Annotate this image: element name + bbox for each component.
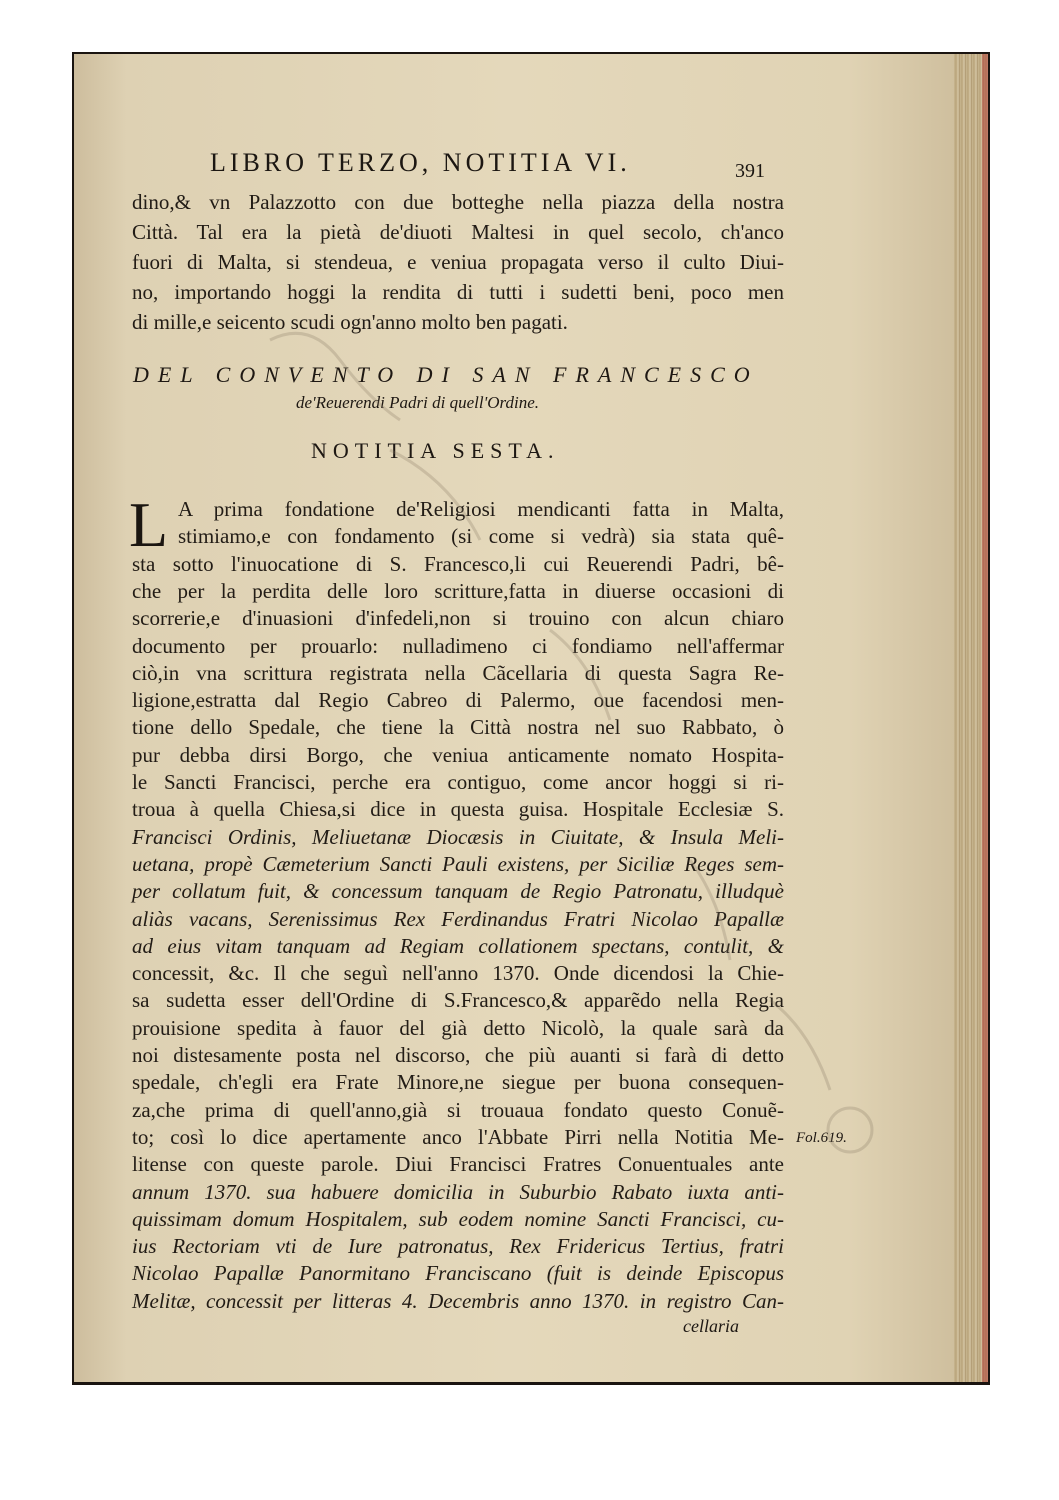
text-line: documento per prouarlo: nulladimeno ci fondiamo nell'affermar: [132, 633, 784, 658]
text-line: le Sancti Francisci, perche era contiguo, come ancor hoggi si ri-: [132, 770, 784, 794]
text-line: Nicolao Papallæ Panormitano Franciscano (fuit is deinde Episcopus: [132, 1261, 784, 1286]
text-line: sta sotto l'inuocatione di S. Francesco,li cui Reuerendi Padri, bê-: [132, 551, 784, 576]
text-line: za,che prima di quell'anno,già si trouaua fondato questo Conuẽ-: [132, 1097, 784, 1122]
text-line: ciò,in vna scrittura registrata nella Cãcellaria di questa Sagra Re-: [132, 660, 784, 685]
text-line: di mille,e seicento scudi ogn'anno molto ben pagati.: [132, 310, 568, 334]
text-line: fuori di Malta, si stendeua, e veniua propagata verso il culto Diui-: [132, 250, 784, 274]
drop-cap: L: [129, 489, 169, 560]
text-line: prouisione spedita à fauor del già detto Nicolò, la quale sarà da: [132, 1015, 784, 1040]
page-number: 391: [735, 160, 765, 182]
text-line: aliàs vacans, Serenissimus Rex Ferdinandus Fratri Nicolao Papallæ: [132, 906, 784, 931]
chapter-subheading: de'Reuerendi Padri di quell'Ordine.: [296, 393, 540, 412]
running-head: LIBRO TERZO, NOTITIA VI.: [210, 148, 631, 177]
chapter-heading: DEL CONVENTO DI SAN FRANCESCO: [133, 362, 759, 387]
text-line: annum 1370. sua habuere domicilia in Suburbio Rabato iuxta anti-: [132, 1179, 784, 1204]
text-line: quissimam domum Hospitalem, sub eodem nomine Sancti Francisci, cu-: [132, 1206, 784, 1231]
text-line: uetana, propè Cæmeterium Sancti Pauli existens, per Siciliæ Reges sem-: [132, 851, 784, 876]
text-line: per collatum fuit, & concessum tanquam de Regio Patronatu, illudquè: [132, 879, 784, 904]
margin-note: Fol.619.: [796, 1130, 847, 1146]
text-line: sa sudetta esser dell'Ordine di S.Francesco,& apparẽdo nella Regia: [132, 988, 784, 1013]
text-line: litense con queste parole. Diui Francisci Fratres Conuentuales ante: [132, 1152, 784, 1177]
text-line: Città. Tal era la pietà de'diuoti Maltesi in quel secolo, ch'anco: [132, 220, 784, 244]
text-line: concessit, &c. Il che seguì nell'anno 1370. Onde dicendosi la Chie-: [132, 961, 784, 986]
text-line: spedale, ch'egli era Frate Minore,ne siegue per buona consequen-: [132, 1070, 784, 1095]
text-line: no, importando hoggi la rendita di tutti i sudetti beni, poco men: [132, 280, 784, 304]
text-line: tione dello Spedale, che tiene la Città nostra nel suo Rabbato, ò: [132, 715, 784, 740]
text-line: ius Rectoriam vti de Iure patronatus, Rex Fridericus Tertius, fratri: [132, 1234, 784, 1259]
text-line: ligione,estratta dal Regio Cabreo di Palermo, oue facendosi men-: [132, 688, 784, 713]
text-line: noi distesamente posta nel discorso, che più auanti si farà di detto: [132, 1043, 784, 1067]
page-edges: [954, 54, 988, 1382]
text-line: A prima fondatione de'Religiosi mendicanti fatta in Malta,: [178, 497, 784, 521]
text-line: Melitæ, concessit per litteras 4. Decembris anno 1370. in registro Can-: [132, 1288, 784, 1313]
text-line: troua à quella Chiesa,si dice in questa guisa. Hospitale Ecclesiæ S.: [132, 797, 784, 822]
text-line: scorrerie,e d'inuasioni d'infedeli,non si trouino con alcun chiaro: [132, 606, 784, 631]
text-line: dino,& vn Palazzotto con due botteghe nella piazza della nostra: [132, 190, 784, 214]
text-line: che per la perdita delle loro scritture,fatta in diuerse occasioni di: [132, 578, 784, 603]
catchword: cellaria: [683, 1316, 739, 1336]
text-line: stimiamo,e con fondamento (si come si vedrà) sia stata quê-: [178, 524, 784, 549]
section-title: NOTITIA SESTA.: [311, 438, 560, 463]
text-line: Francisci Ordinis, Meliuetanæ Diocæsis in Ciuitate, & Insula Meli-: [132, 824, 784, 849]
text-line: to; così lo dice apertamente anco l'Abbate Pirri nella Notitia Me-: [132, 1124, 784, 1149]
text-line: pur debba dirsi Borgo, che veniua anticamente nomato Hospita-: [132, 742, 784, 767]
text-line: ad eius vitam tanquam ad Regiam collationem spectans, contulit, &: [132, 933, 784, 958]
